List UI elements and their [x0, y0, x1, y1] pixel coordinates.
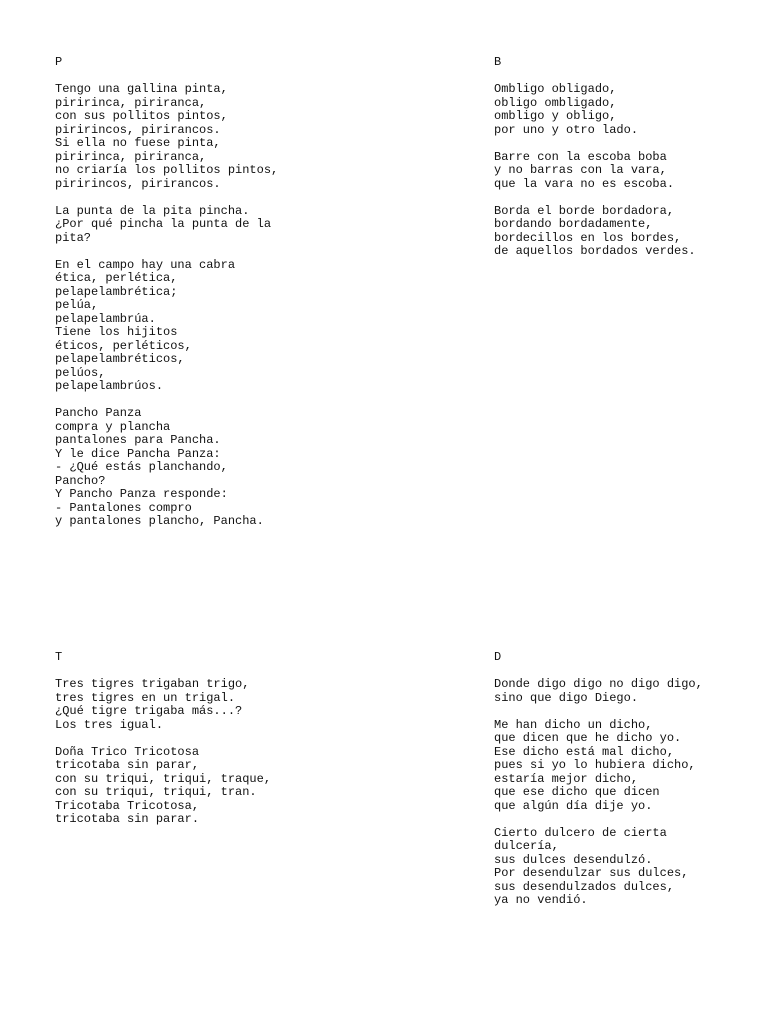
verse-line: con su triqui, triqui, traque, — [55, 771, 272, 786]
verse-line: Tengo una gallina pinta, — [55, 82, 228, 96]
stanza-list — [55, 83, 355, 529]
section-t — [55, 651, 355, 840]
verse-line: que ese dicho que dicen — [494, 785, 660, 799]
verse-line: no criaría los pollitos pintos, — [55, 163, 279, 177]
stanza — [494, 151, 768, 192]
verse-line: pantalones para Pancha. — [55, 433, 221, 447]
stanza-list — [494, 83, 768, 259]
verse-line: Los tres igual. — [55, 717, 164, 732]
verse-line: Y Pancho Panza responde: — [55, 487, 228, 501]
verse-line: tres tigres en un trigal. — [55, 690, 236, 705]
verse-line: pita? — [55, 230, 92, 245]
verse-line: Borda el borde bordadora, — [494, 203, 675, 218]
stanza — [55, 678, 355, 732]
verse-line: Me han dicho un dicho, — [494, 717, 653, 732]
verse-line: piririnca, piriranca, — [55, 149, 207, 164]
verse-line: pelapelambréticos, — [55, 352, 185, 366]
verse-line: Y le dice Pancha Panza: — [55, 446, 221, 461]
verse-line: pelapelambrética; — [55, 284, 178, 299]
verse-line: Cierto dulcero de cierta — [494, 825, 667, 840]
stanza-list — [494, 678, 768, 908]
verse-line: con sus pollitos pintos, — [55, 109, 228, 123]
verse-line: Tricotaba Tricotosa, — [55, 798, 200, 813]
stanza — [55, 83, 355, 191]
verse-line: En el campo hay una cabra — [55, 257, 236, 272]
stanza — [55, 746, 355, 827]
stanza — [494, 719, 768, 814]
stanza — [55, 407, 355, 529]
section-letter: D — [494, 650, 502, 664]
verse-line: pelapelambrúos. — [55, 379, 164, 393]
verse-line: tricotaba sin parar, — [55, 758, 200, 772]
section-letter: B — [494, 55, 502, 69]
verse-line: ya no vendió. — [494, 893, 588, 907]
stanza — [494, 205, 768, 259]
verse-line: pelúos, — [55, 365, 106, 380]
section-d — [494, 651, 768, 921]
verse-line: tricotaba sin parar. — [55, 812, 200, 826]
verse-line: éticos, perléticos, — [55, 338, 192, 353]
verse-line: Si ella no fuese pinta, — [55, 136, 221, 150]
verse-line: que algún día dije yo. — [494, 798, 653, 813]
verse-line: Tres tigres trigaban trigo, — [55, 677, 250, 691]
verse-line: pelapelambrúa. — [55, 311, 156, 326]
verse-line: Barre con la escoba boba — [494, 149, 667, 164]
verse-line: de aquellos bordados verdes. — [494, 244, 696, 258]
verse-line: y pantalones plancho, Pancha. — [55, 514, 264, 528]
verse-line: Tiene los hijitos — [55, 325, 178, 339]
verse-line: sus dulces desendulzó. — [494, 852, 653, 867]
verse-line: Pancho Panza — [55, 406, 142, 420]
verse-line: Pancho? — [55, 473, 106, 488]
section-p — [55, 56, 355, 542]
verse-line: - Pantalones compro — [55, 500, 192, 515]
verse-line: bordando bordadamente, — [494, 217, 653, 231]
verse-line: obligo ombligado, — [494, 95, 617, 110]
stanza-list — [55, 678, 355, 827]
verse-line: pelúa, — [55, 298, 99, 312]
verse-line: ¿Qué tigre trigaba más...? — [55, 704, 243, 718]
verse-line: ¿Por qué pincha la punta de la — [55, 217, 272, 231]
verse-line: con su triqui, triqui, tran. — [55, 785, 257, 799]
verse-line: que la vara no es escoba. — [494, 176, 675, 191]
section-letter: P — [55, 55, 63, 69]
section-letter: T — [55, 650, 63, 664]
verse-line: piririncos, pirirancos. — [55, 176, 221, 191]
verse-line: estaría mejor dicho, — [494, 771, 639, 786]
verse-line: bordecillos en los bordes, — [494, 230, 682, 245]
verse-line: compra y plancha — [55, 419, 171, 434]
verse-line: por uno y otro lado. — [494, 122, 639, 137]
stanza — [55, 259, 355, 394]
verse-line: piririnca, piriranca, — [55, 95, 207, 110]
verse-line: La punta de la pita pincha. — [55, 203, 250, 218]
verse-line: sino que digo Diego. — [494, 690, 639, 705]
verse-line: Doña Trico Tricotosa — [55, 744, 200, 759]
verse-line: ética, perlética, — [55, 271, 178, 285]
verse-line: pues si yo lo hubiera dicho, — [494, 758, 696, 772]
section-b — [494, 56, 768, 272]
verse-line: dulcería, — [494, 839, 559, 853]
stanza — [494, 827, 768, 908]
verse-line: y no barras con la vara, — [494, 163, 667, 177]
verse-line: - ¿Qué estás planchando, — [55, 460, 228, 474]
verse-line: sus desendulzados dulces, — [494, 879, 675, 894]
verse-line: Por desendulzar sus dulces, — [494, 866, 689, 880]
verse-line: Ombligo obligado, — [494, 82, 617, 96]
verse-line: Donde digo digo no digo digo, — [494, 677, 703, 691]
verse-line: ombligo y obligo, — [494, 109, 617, 123]
stanza — [55, 205, 355, 246]
stanza — [494, 83, 768, 137]
verse-line: Ese dicho está mal dicho, — [494, 744, 675, 759]
verse-line: piririncos, pirirancos. — [55, 122, 221, 137]
stanza — [494, 678, 768, 705]
verse-line: que dicen que he dicho yo. — [494, 731, 682, 745]
